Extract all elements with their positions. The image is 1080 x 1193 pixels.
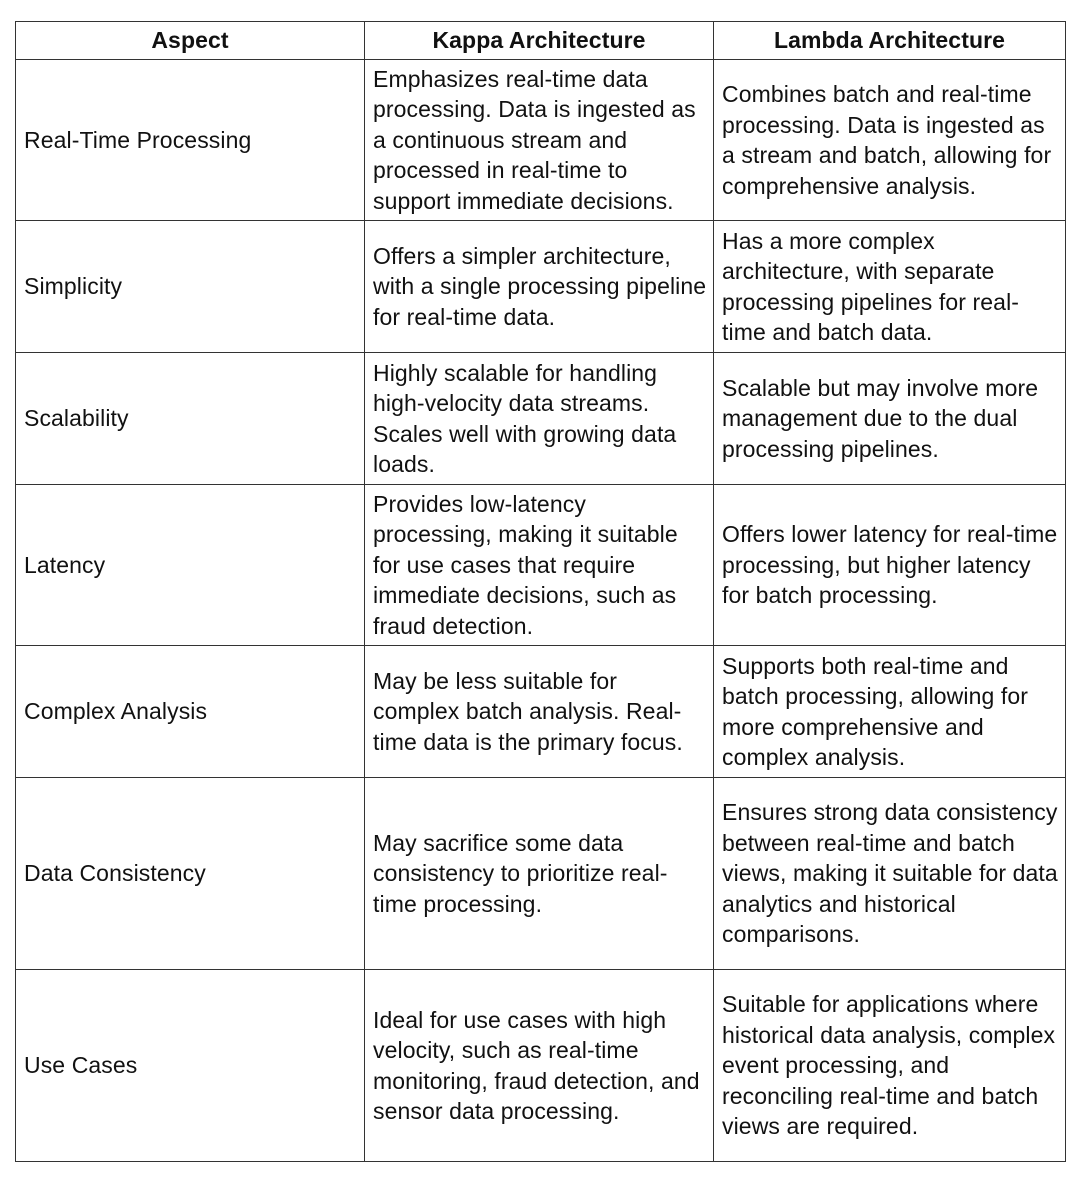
kappa-cell: Highly scalable for handling high-velocity data streams. Scales well with growing data loads. xyxy=(365,353,714,485)
aspect-cell: Latency xyxy=(16,485,365,646)
kappa-cell: May sacrifice some data consistency to prioritize real-time processing. xyxy=(365,778,714,970)
header-kappa: Kappa Architecture xyxy=(365,22,714,60)
header-lambda: Lambda Architecture xyxy=(714,22,1066,60)
aspect-cell: Complex Analysis xyxy=(16,646,365,778)
lambda-cell: Suitable for applications where historical data analysis, complex event processing, and reconciling real-time and batch views are required. xyxy=(714,970,1066,1162)
table-row xyxy=(16,221,1066,353)
table-row xyxy=(16,353,1066,485)
lambda-cell: Ensures strong data consistency between real-time and batch views, making it suitable for data analytics and historical comparisons. xyxy=(714,778,1066,970)
lambda-cell: Has a more complex architecture, with separate processing pipelines for real-time and batch data. xyxy=(714,221,1066,353)
aspect-cell: Simplicity xyxy=(16,221,365,353)
lambda-cell: Offers lower latency for real-time processing, but higher latency for batch processing. xyxy=(714,485,1066,646)
table-row xyxy=(16,778,1066,970)
kappa-cell: Provides low-latency processing, making it suitable for use cases that require immediate decisions, such as fraud detection. xyxy=(365,485,714,646)
header-row xyxy=(16,22,1066,60)
aspect-cell: Use Cases xyxy=(16,970,365,1162)
table-row xyxy=(16,646,1066,778)
comparison-table xyxy=(15,21,1066,1162)
kappa-cell: Ideal for use cases with high velocity, such as real-time monitoring, fraud detection, and sensor data processing. xyxy=(365,970,714,1162)
lambda-cell: Scalable but may involve more management due to the dual processing pipelines. xyxy=(714,353,1066,485)
table-row xyxy=(16,60,1066,221)
aspect-cell: Scalability xyxy=(16,353,365,485)
aspect-cell: Real-Time Processing xyxy=(16,60,365,221)
kappa-cell: May be less suitable for complex batch analysis. Real-time data is the primary focus. xyxy=(365,646,714,778)
header-aspect: Aspect xyxy=(16,22,365,60)
aspect-cell: Data Consistency xyxy=(16,778,365,970)
kappa-cell: Emphasizes real-time data processing. Data is ingested as a continuous stream and processed in real-time to support immediate decisions. xyxy=(365,60,714,221)
lambda-cell: Supports both real-time and batch processing, allowing for more comprehensive and complex analysis. xyxy=(714,646,1066,778)
table-row xyxy=(16,970,1066,1162)
table-row xyxy=(16,485,1066,646)
lambda-cell: Combines batch and real-time processing. Data is ingested as a stream and batch, allowing for comprehensive analysis. xyxy=(714,60,1066,221)
kappa-cell: Offers a simpler architecture, with a single processing pipeline for real-time data. xyxy=(365,221,714,353)
